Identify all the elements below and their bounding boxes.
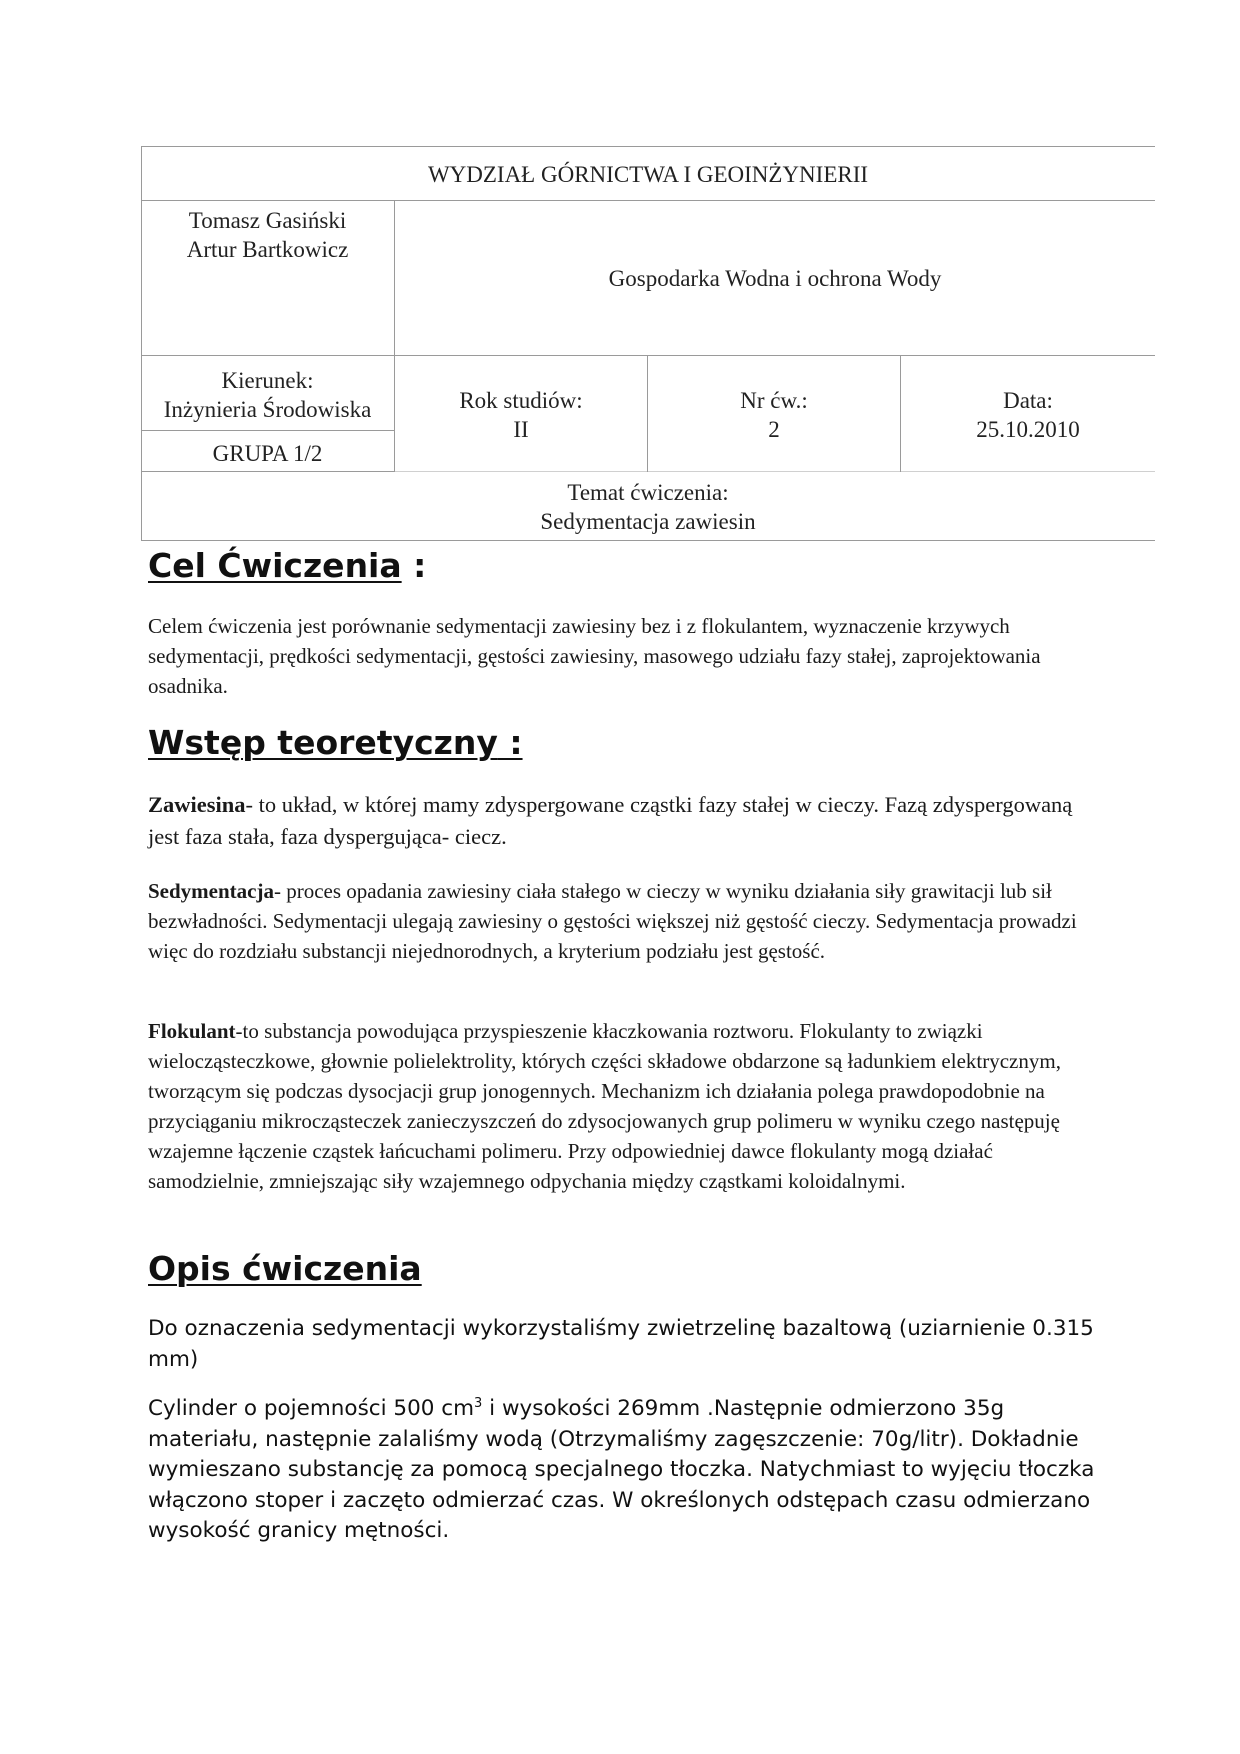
sedymentacja-term: Sedymentacja: [148, 879, 274, 903]
subject-name: Gospodarka Wodna i ochrona Wody: [608, 266, 942, 291]
opis-p2-start: Cylinder o pojemności 500 cm: [148, 1396, 475, 1421]
zawiesina-definition: - to układ, w której mamy zdyspergowane cząstki fazy stałej w cieczy. Fazą zdyspergowaną jest faza stała, faza dyspergująca- ciecz.: [148, 792, 1073, 849]
topic-value: Sedymentacja zawiesin: [540, 509, 756, 534]
direction-value: Inżynieria Środowiska: [163, 397, 372, 422]
year-label: Rok studiów:: [459, 388, 583, 413]
header-table: [141, 146, 1155, 541]
heading-wstep-colon: :: [497, 723, 523, 762]
zawiesina-paragraph: [148, 789, 1098, 853]
exercise-no-cell: [648, 386, 900, 444]
flokulant-paragraph: [148, 1016, 1098, 1196]
heading-cel-colon: :: [401, 546, 427, 585]
table-border-top: [141, 146, 1155, 147]
sedymentacja-definition: - proces opadania zawiesiny ciała stałego w cieczy w wyniku działania siły grawitacji lub sił bezwładności. Sedymentacji ulegają zawiesiny o gęstości większej niż gęstość cieczy. Sedymentacja prowadzi więc do rozdziału substancji niejednorodnych, a kryterium podziału jest gęstość.: [148, 879, 1077, 963]
date-value: 25.10.2010: [976, 417, 1080, 442]
sedymentacja-paragraph: [148, 876, 1098, 966]
table-line-authors: [141, 355, 1155, 356]
topic-cell: [141, 478, 1155, 536]
table-line-faculty: [141, 200, 1155, 201]
direction-label: Kierunek:: [221, 368, 314, 393]
year-value: II: [513, 417, 529, 442]
heading-opis: [148, 1249, 422, 1289]
zawiesina-term: Zawiesina: [148, 792, 246, 817]
table-border-bottom: [141, 540, 1155, 541]
cel-paragraph: Celem ćwiczenia jest porównanie sedymentacji zawiesiny bez i z flokulantem, wyznaczenie krzywych sedymentacji, prędkości sedymentacji, gęstości zawiesiny, masowego udziału fazy stałej, zaprojektowania osadnika.: [148, 614, 1041, 698]
date-cell: [901, 386, 1155, 444]
authors-cell: [141, 206, 394, 264]
heading-opis-text: Opis ćwiczenia: [148, 1249, 422, 1288]
author-1: Tomasz Gasiński: [188, 208, 347, 233]
topic-label: Temat ćwiczenia:: [567, 480, 729, 505]
heading-wstep-text: Wstęp teoretyczny: [148, 723, 498, 762]
direction-cell: [141, 366, 394, 424]
exercise-no-value: 2: [768, 417, 780, 442]
opis-paragraph-1: Do oznaczenia sedymentacji wykorzystaliśmy zwietrzelinę bazaltową (uziarnienie 0.315 mm): [148, 1316, 1094, 1372]
opis-paragraph-2: [148, 1394, 1098, 1547]
table-line-direction: [141, 430, 395, 431]
opis-p2-superscript: 3: [474, 1395, 483, 1411]
table-line-group: [141, 471, 395, 472]
table-line-info: [395, 471, 1155, 472]
author-2: Artur Bartkowicz: [186, 237, 349, 262]
flokulant-definition: -to substancja powodująca przyspieszenie kłaczkowania roztworu. Flokulanty to związki wielocząsteczkowe, głownie polielektrolity, których części składowe obdarzone są ładunkiem elektrycznym, tworzącym się podczas dysocjacji grup jonogennych. Mechanizm ich działania polega prawdopodobnie na przyciąganiu mikrocząsteczek zanieczyszczeń do zdysocjowanych grup polimeru w wyniku czego następuję wzajemne łączenie cząstek łańcuchami polimeru. Przy odpowiedniej dawce flokulanty mogą działać samodzielnie, zmniejszając siły wzajemnego odpychania między cząstkami koloidalnymi.: [148, 1019, 1061, 1193]
faculty-name: WYDZIAŁ GÓRNICTWA I GEOINŻYNIERII: [427, 162, 869, 187]
group-cell: GRUPA 1/2: [212, 441, 323, 466]
opis-p2-rest: i wysokości 269mm .Następnie odmierzono 35g materiału, następnie zalaliśmy wodą (Otrzymaliśmy zagęszczenie: 70g/litr). Dokładnie wymieszano substancję za pomocą specjalnego tłoczka. Natychmiast to wyjęciu tłoczka włączono stoper i zaczęto odmierzać czas. W określonych odstępach czasu odmierzano wysokość granicy mętności.: [148, 1396, 1095, 1543]
year-cell: [395, 386, 647, 444]
exercise-no-label: Nr ćw.:: [740, 388, 808, 413]
flokulant-term: Flokulant: [148, 1019, 236, 1043]
heading-cel-text: Cel Ćwiczenia: [148, 546, 402, 585]
date-label: Data:: [1003, 388, 1053, 413]
heading-cel: [148, 546, 426, 586]
heading-wstep: [148, 723, 523, 763]
